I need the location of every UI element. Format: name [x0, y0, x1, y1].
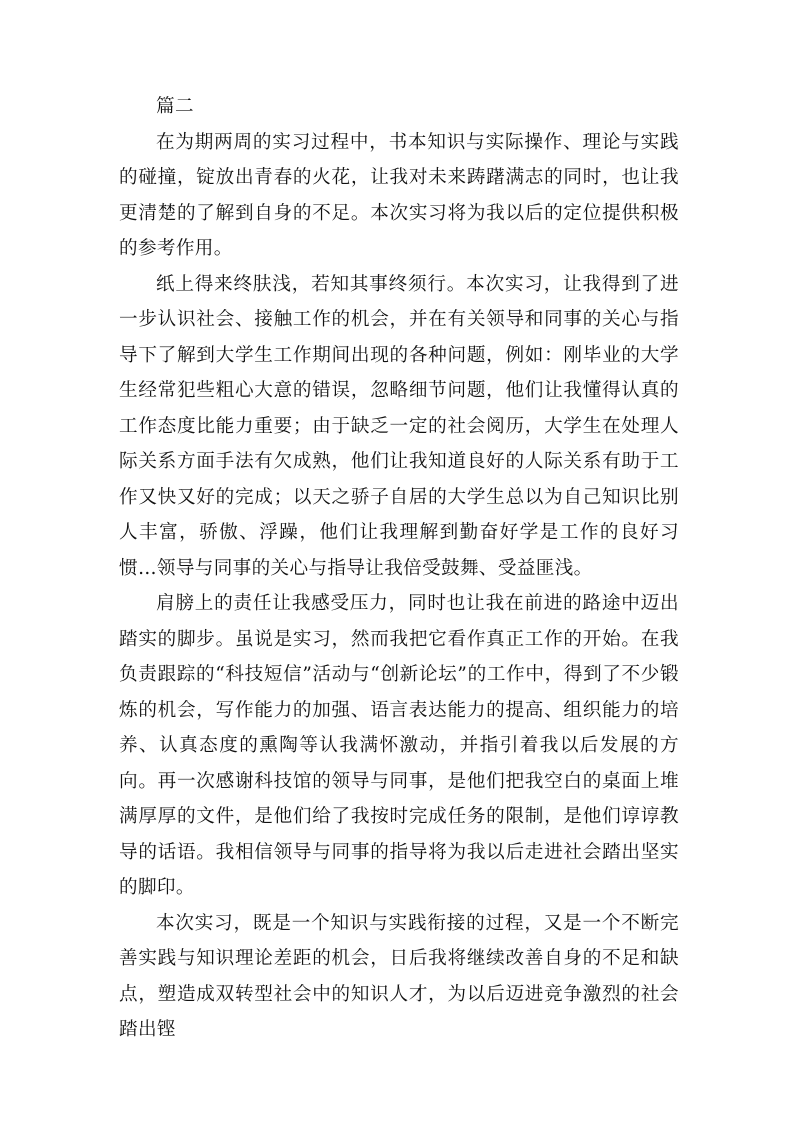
- paragraph: 在为期两周的实习过程中，书本知识与实际操作、理论与实践的碰撞，锭放出青春的火花，让我对未来踌躇满志的同时，也让我更清楚的了解到自身的不足。本次实习将为我以后的定位提供积极的参考作用。: [119, 131, 679, 259]
- paragraph: 纸上得来终肤浅，若知其事终须行。本次实习，让我得到了进一步认识社会、接触工作的机会，并在有关领导和同事的关心与指导下了解到大学生工作期间出现的各种问题，例如：刚毕业的大学生经常犯些粗心大意的错误，忽略细节问题，他们让我懂得认真的工作态度比能力重要；由于缺乏一定的社会阅历，大学生在处理人际关系方面手法有欠成熟，他们让我知道良好的人际关系有助于工作又快又好的完成；以天之骄子自居的大学生总以为自己知识比别人丰富，骄傲、浮躁，他们让我理解到勤奋好学是工作的良好习惯…领导与同事的关心与指导让我倍受鼓舞、受益匪浅。: [119, 273, 679, 579]
- paragraph: 本次实习，既是一个知识与实践衔接的过程，又是一个不断完善实践与知识理论差距的机会，日后我将继续改善自身的不足和缺点，塑造成双转型社会中的知识人才，为以后迈进竞争激烈的社会踏出铿: [119, 912, 679, 1040]
- section-title: 篇二: [156, 96, 194, 117]
- paragraph: 肩膀上的责任让我感受压力，同时也让我在前进的路途中迈出踏实的脚步。虽说是实习，然而我把它看作真正工作的开始。在我负责跟踪的“科技短信”活动与“创新论坛”的工作中，得到了不少锻炼的机会，写作能力的加强、语言表达能力的提高、组织能力的培养、认真态度的熏陶等认我满怀激动，并指引着我以后发展的方向。再一次感谢科技馆的领导与同事，是他们把我空白的桌面上堆满厚厚的文件，是他们给了我按时完成任务的限制，是他们谆谆教导的话语。我相信领导与同事的指导将为我以后走进社会踏出坚实的脚印。: [119, 593, 679, 898]
- document-body: [119, 89, 679, 1048]
